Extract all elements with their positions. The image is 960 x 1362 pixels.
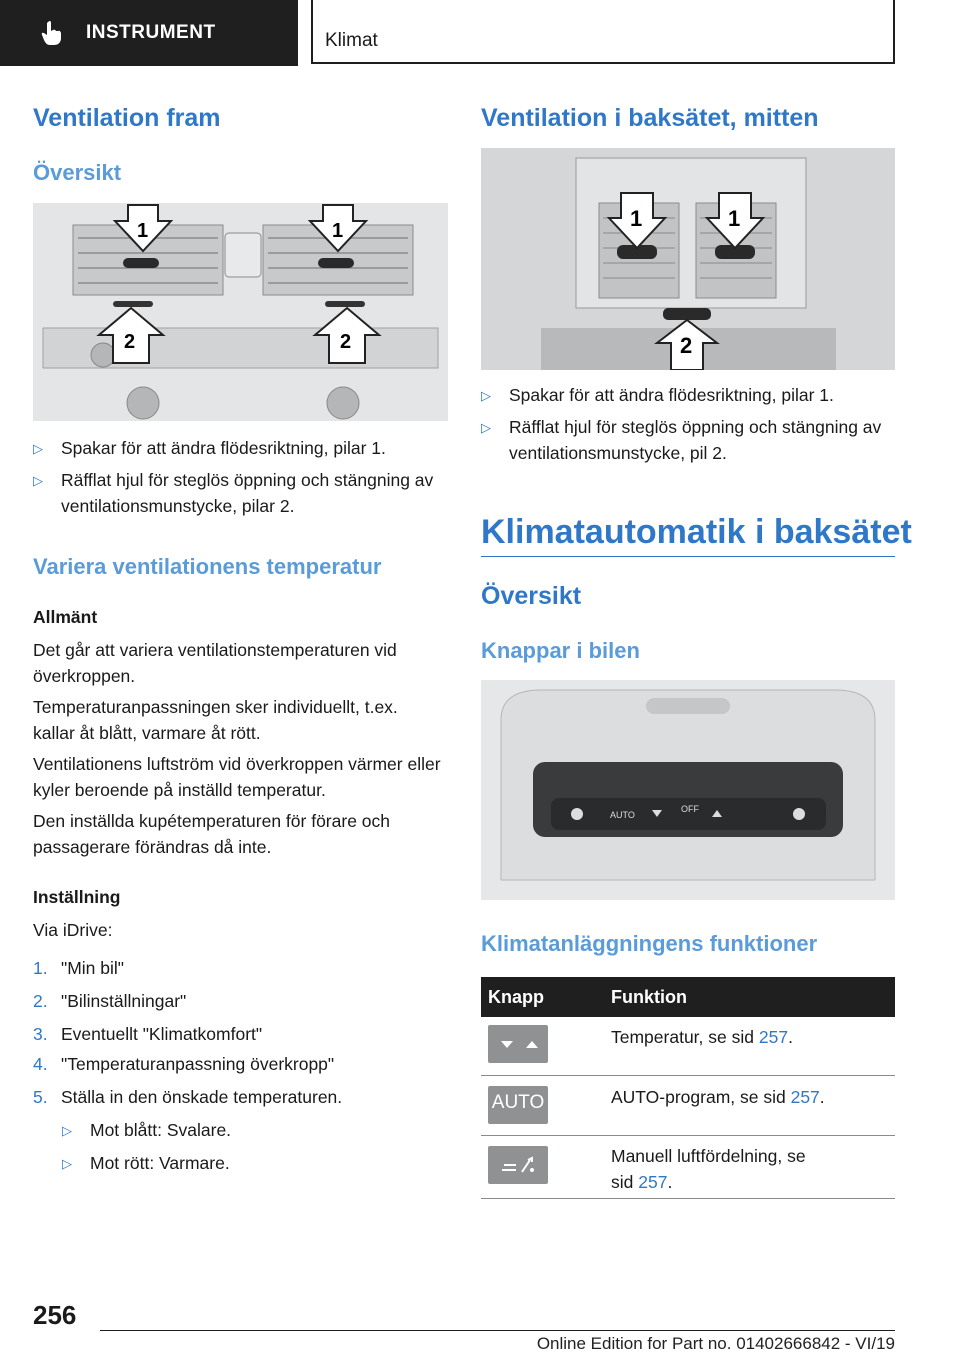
table-header <box>481 977 895 1017</box>
temperature-arrows-icon <box>488 1025 548 1063</box>
triangle-bullet-icon: ▷ <box>33 441 43 456</box>
fig-label-1b: 1 <box>332 220 344 242</box>
rear-panel-photo <box>481 680 895 900</box>
rear-fig-label-2: 2 <box>680 333 693 358</box>
fig-label-2b: 2 <box>340 331 352 353</box>
bullet-text: Räfflat hjul för steglös öppning och stängning av ventilationsmunstycke, pil 2. <box>509 417 882 463</box>
page-number: 256 <box>33 1300 77 1330</box>
sub-list-item: ▷ Mot rött: Varmare. <box>62 1150 442 1176</box>
table-row-divider <box>481 1135 895 1136</box>
paragraph: Det går att variera ventilationstemperaturen vid överkroppen. <box>33 640 397 686</box>
fig-label-2a: 2 <box>124 331 136 353</box>
fig-label-1a: 1 <box>137 220 149 242</box>
overview-heading-right: Översikt <box>481 582 582 610</box>
footer-rule <box>100 1330 895 1331</box>
page-link[interactable]: 257 <box>638 1172 668 1192</box>
triangle-bullet-icon: ▷ <box>481 388 491 403</box>
panel-auto-label: AUTO <box>610 810 635 820</box>
auto-button-icon: AUTO <box>488 1086 548 1124</box>
via-text: Via iDrive: <box>33 920 113 940</box>
rear-ventilation-title: Ventilation i baksätet, mitten <box>481 104 819 132</box>
front-ventilation-title: Ventilation fram <box>33 104 221 132</box>
rear-fig-label-1a: 1 <box>630 206 643 231</box>
page-link[interactable]: 257 <box>790 1087 820 1107</box>
triangle-bullet-icon: ▷ <box>33 473 43 488</box>
temperature-heading: Variera ventilationens temperatur <box>33 554 382 579</box>
rear-fig-label-1b: 1 <box>728 206 741 231</box>
step-item: 2. "Bilinställningar" <box>33 991 187 1011</box>
step-item: 3. Eventuellt "Klimatkomfort" <box>33 1024 263 1044</box>
general-label: Allmänt <box>33 607 98 627</box>
triangle-bullet-icon: ▷ <box>62 1156 72 1171</box>
table-row-divider <box>481 1075 895 1076</box>
col-header-function: Funktion <box>611 987 687 1007</box>
functions-heading: Klimatanläggningens funktioner <box>481 931 818 956</box>
buttons-heading: Knappar i bilen <box>481 638 640 663</box>
list-item <box>33 435 448 461</box>
front-vents-photo <box>33 203 448 421</box>
setting-label: Inställning <box>33 887 121 907</box>
section-title: Klimat <box>325 30 378 51</box>
table-row-text: Manuell luftfördelning, se sid 257. <box>611 1146 806 1192</box>
chapter-tab[interactable] <box>0 0 298 66</box>
hand-pointer-icon <box>40 19 66 47</box>
bullet-text: Spakar för att ändra flödesriktning, pilar 1. <box>61 438 386 458</box>
list-item <box>481 414 895 466</box>
table-row-text: AUTO-program, se sid 257. <box>611 1087 825 1107</box>
page-link[interactable]: 257 <box>758 1027 789 1047</box>
col-header-button: Knapp <box>488 987 544 1007</box>
paragraph: Ventilationens luftström vid överkroppen värmer eller kyler beroende på inställd temperatur. <box>33 754 441 800</box>
list-item <box>481 382 895 408</box>
table-row-text: Temperatur, se sid 257. <box>611 1027 793 1047</box>
heading-rule <box>481 556 895 557</box>
edition-text: Online Edition for Part no. 01402666842 - VI/19 <box>536 1334 895 1353</box>
sub-list-item: ▷ Mot blått: Svalare. <box>62 1117 442 1143</box>
step-item: 5. Ställa in den önskade temperaturen. <box>33 1087 343 1107</box>
paragraph: Den inställda kupétemperaturen för förare och passagerare förändras då inte. <box>33 811 391 857</box>
paragraph: Temperaturanpassningen sker individuellt, t.ex. kallar åt blått, varmare åt rött. <box>33 697 398 743</box>
table-row-divider <box>481 1198 895 1199</box>
step-item: 4. "Temperaturanpassning överkropp" <box>33 1054 335 1074</box>
triangle-bullet-icon: ▷ <box>481 420 491 435</box>
chapter-label: INSTRUMENT <box>86 22 216 43</box>
overview-heading: Översikt <box>33 160 122 185</box>
panel-off-label: OFF <box>681 804 699 814</box>
rear-vents-photo <box>481 148 895 370</box>
list-item <box>33 467 448 519</box>
bullet-text: Räfflat hjul för steglös öppning och stängning av ventilationsmunstycke, pilar 2. <box>61 470 434 516</box>
air-distribution-icon <box>488 1146 548 1184</box>
section-header <box>311 0 895 64</box>
rear-climate-heading: Klimatautomatik i baksätet <box>481 513 912 551</box>
step-item: 1. "Min bil" <box>33 958 124 978</box>
triangle-bullet-icon: ▷ <box>62 1123 72 1138</box>
bullet-text: Spakar för att ändra flödesriktning, pilar 1. <box>509 385 834 405</box>
